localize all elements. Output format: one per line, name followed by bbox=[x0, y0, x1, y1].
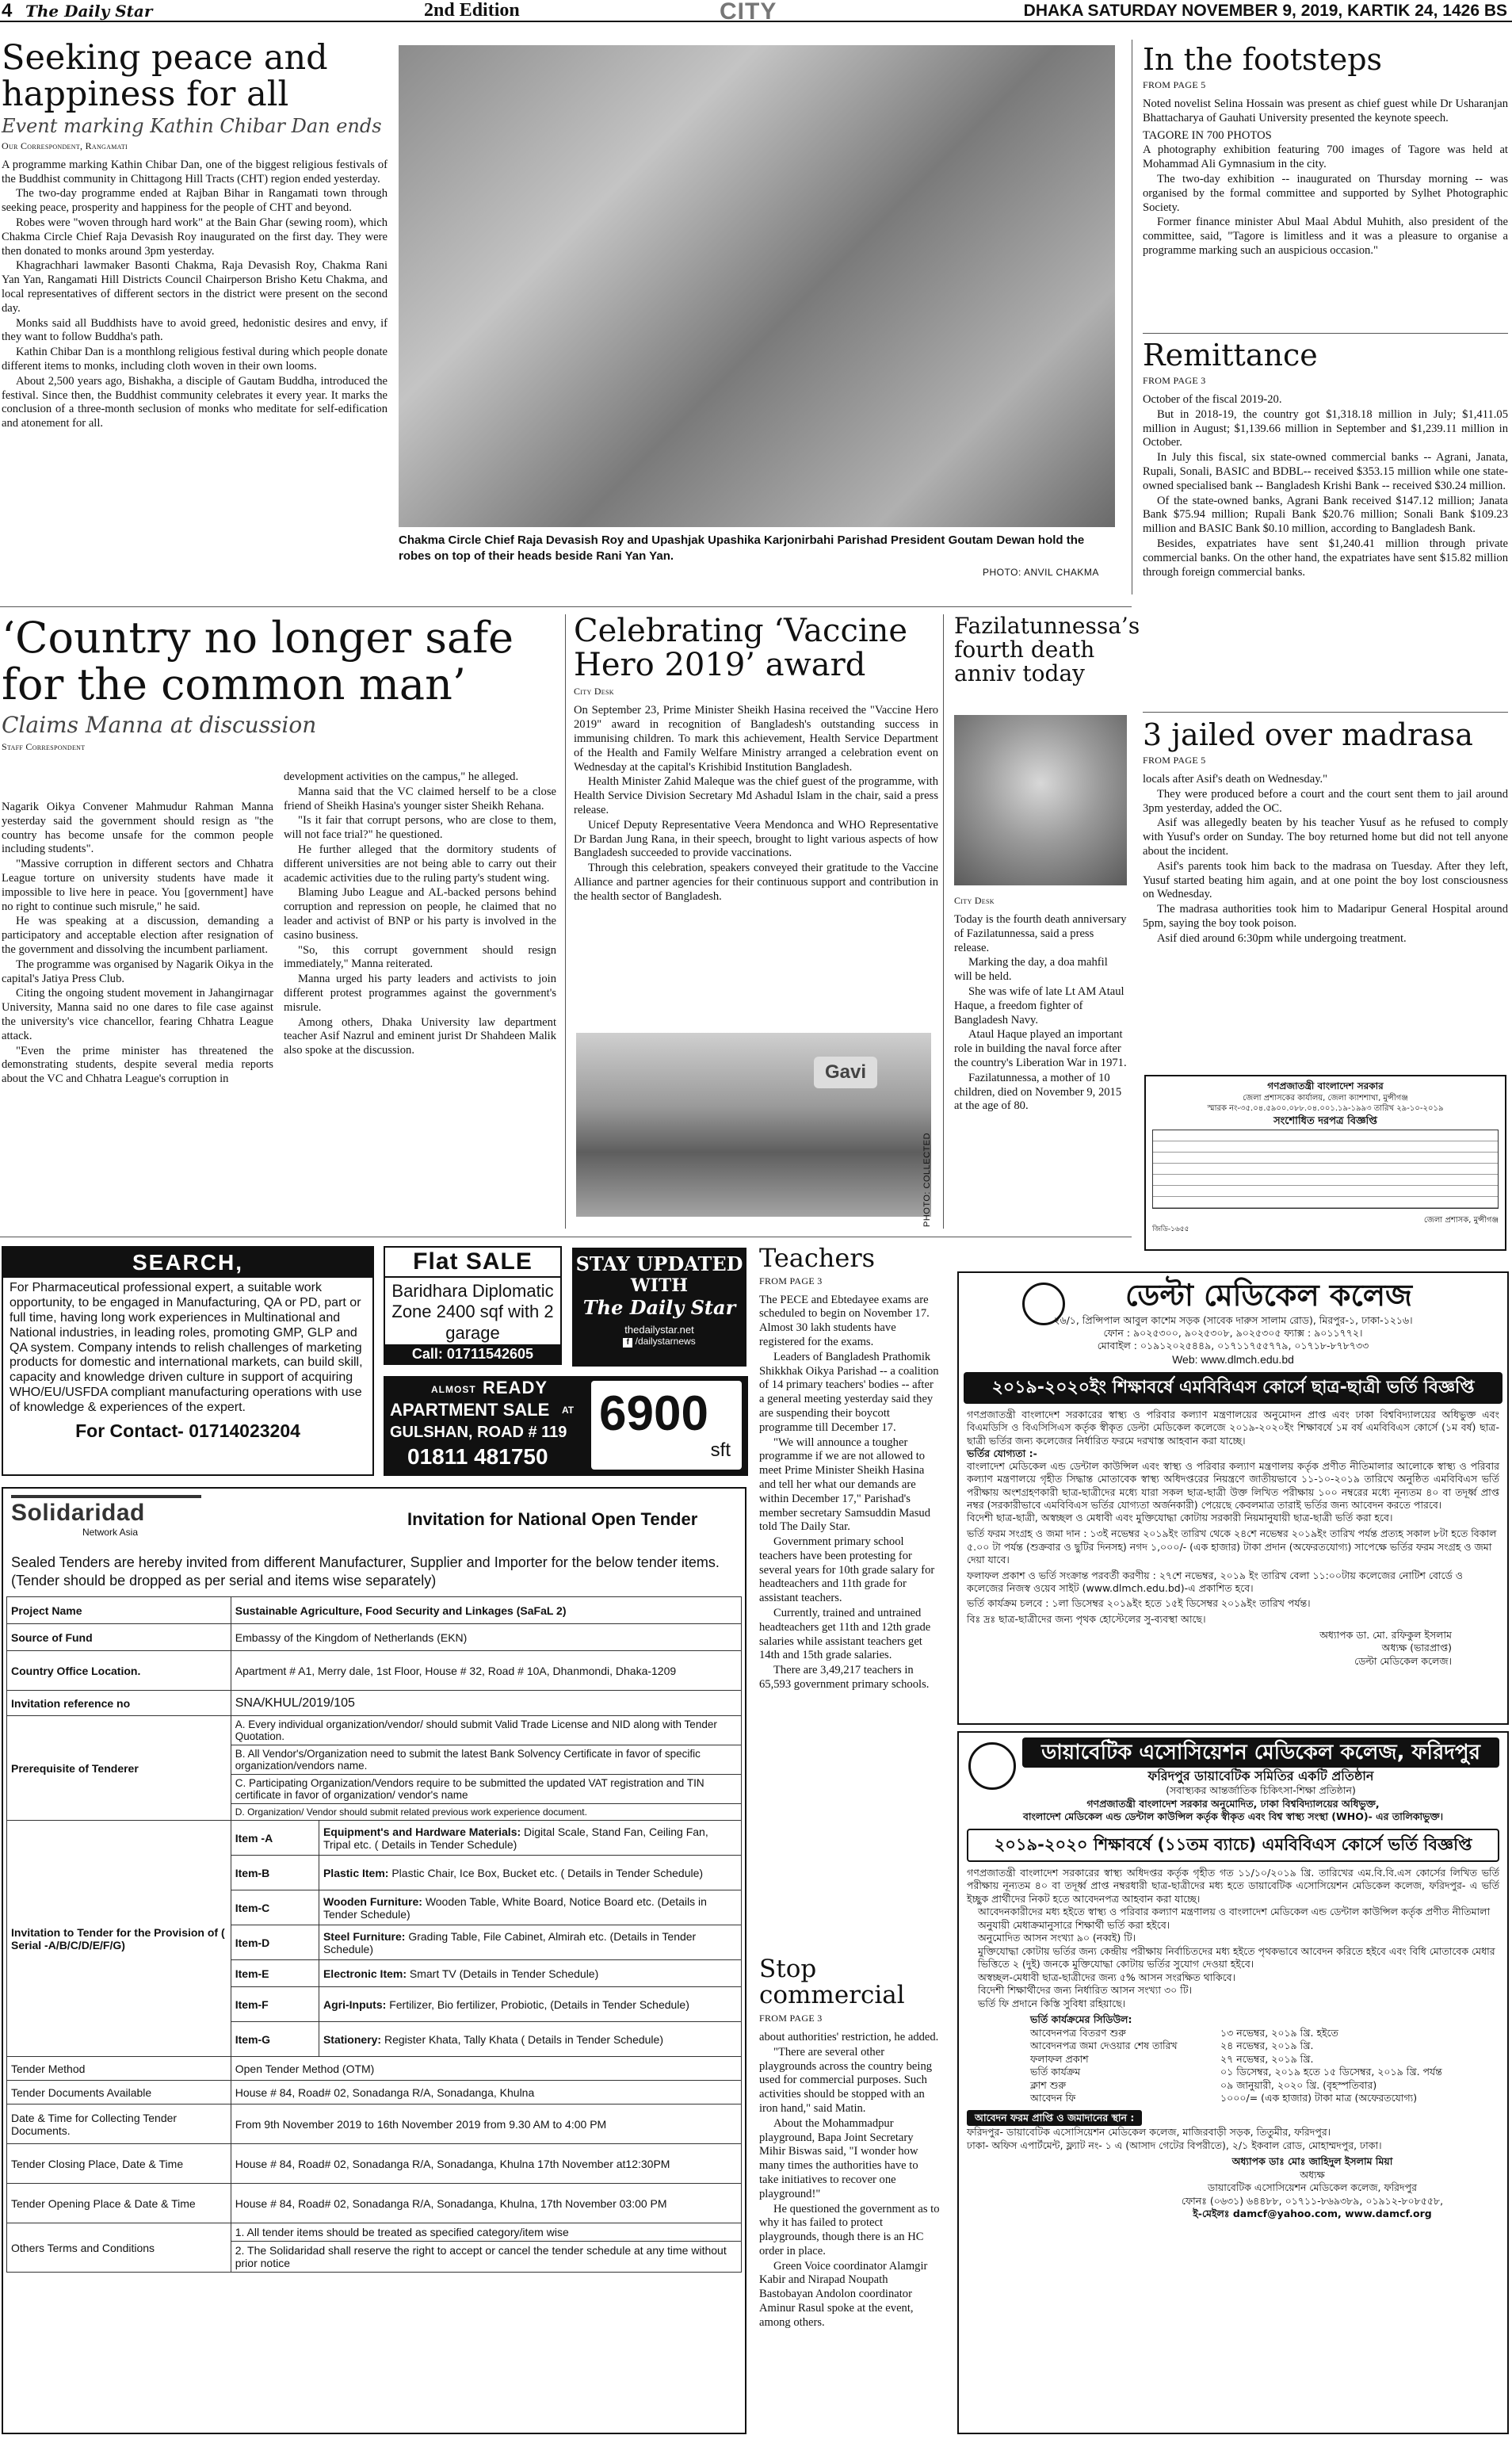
table-label: Tender Method bbox=[7, 2057, 231, 2081]
paragraph: TAGORE IN 700 PHOTOS bbox=[1143, 128, 1272, 142]
kathin-story bbox=[2, 40, 388, 432]
org-name: Solidaridad bbox=[11, 1495, 201, 1527]
jailed-story bbox=[1143, 719, 1508, 947]
diabetic-sign-org: ডায়াবেটিক এসোসিয়েশন মেডিকেল কলেজ, ফরিদপুর bbox=[1208, 2181, 1417, 2194]
table-value: House # 84, Road# 02, Sonadanga R/A, Sonadanga, Khulna 17th November at12:30PM bbox=[231, 2144, 741, 2184]
delta-dates: ভর্তি কার্যক্রম চলবে : ১লা ডিসেম্বর ২০১৯ইং হতে ১৫ই ডিসেম্বর ২০১৯ইং তারিখ পর্যন্ত। bbox=[967, 1596, 1311, 1609]
notice-ref: জিডি-১৬৫৫ bbox=[1152, 1225, 1189, 1234]
diabetic-sub3: গণপ্রজাতন্ত্রী বাংলাদেশ সরকার অনুমোদিত, ঢাকা বিশ্ববিদ্যালয়ের অধিভুক্ত, bbox=[1086, 1797, 1380, 1810]
paragraph: Besides, expatriates have sent $1,240.41 million through private commercial banks. On the other hand, the expatriates have sent $15.82 million through foreign commercial banks. bbox=[1143, 537, 1508, 579]
paragraph: "Even the prime minister has threatened the demonstrating students, despite several media reports about the VC and Chhatra League's corruption in bbox=[2, 1044, 273, 1086]
jailed-headline: 3 jailed over madrasa bbox=[1143, 717, 1473, 752]
remittance-headline: Remittance bbox=[1143, 338, 1318, 373]
paragraph: Former finance minister Abul Maal Abdul Muhith, also president of the committee, said, "Tagore is limitless and it was a pleasure to organise a programme marking such an auspicious occasion." bbox=[1143, 216, 1508, 257]
item-detail: Plastic Chair, Ice Box, Bucket etc. ( Details in Tender Schedule) bbox=[391, 1866, 704, 1879]
table-row bbox=[7, 1821, 742, 1856]
table-label: Prerequisite of Tenderer bbox=[7, 1716, 231, 1821]
table-label: Country Office Location. bbox=[7, 1651, 231, 1691]
remittance-from: FROM PAGE 3 bbox=[1143, 375, 1206, 387]
stop-headline: Stop commercial bbox=[759, 1955, 905, 2010]
item-detail: Digital Scale, Stand Fan, Ceiling Fan, Tripal etc. ( Details in Tender Schedule) bbox=[323, 1825, 708, 1851]
manna-col1 bbox=[2, 801, 273, 1088]
paragraph: About the Mohammadpur playground, Bapa Joint Secretary Mihir Biswas said, "I wonder how many times the authorities have to take initiatives to recover one playground!" bbox=[759, 2116, 918, 2200]
remittance-story bbox=[1143, 339, 1508, 580]
facebook-icon: f bbox=[623, 1338, 632, 1348]
item-code: Item-E bbox=[231, 1960, 319, 1987]
terms-list bbox=[231, 2223, 741, 2273]
delta-dates: ফলাফল প্রকাশ ও ভর্তি সংক্রান্ত পরবর্তী করণীয় : ২৭শে নভেম্বর, ২০১৯ ইং তারিখ বেলা ১১:০০টায় কলেজের নোটিশ বোর্ডে ও কলেজের নিজস্ব ওয়েব সাইট (www.dlmch.edu.bd)-এ প্রকাশিত হবে। bbox=[967, 1569, 1463, 1595]
schedule-row bbox=[1030, 2027, 1499, 2040]
diabetic-medical-ad bbox=[957, 1731, 1509, 2434]
diabetic-email: ই-মেইলঃ damcf@yahoo.com, www.damcf.org bbox=[1193, 2208, 1432, 2220]
delta-name: ডেল্টা মেডিকেল কলেজ bbox=[1124, 1278, 1413, 1313]
page-number: 4 bbox=[2, 0, 13, 21]
item-code: Item-C bbox=[231, 1890, 319, 1925]
apartment-ad-l3b: AT bbox=[562, 1405, 575, 1416]
faz-story bbox=[954, 613, 1140, 687]
flat-ad-call: Call: 01711542605 bbox=[385, 1344, 560, 1363]
paragraph: The programme was organised by Nagarik Oikya in the capital's Jatiya Press Club. bbox=[2, 958, 273, 985]
paragraph: Asif was allegedly beaten by his teacher Yusuf as he refused to comply with Yusuf's order on Sunday. The boy returned home but did not tell anyone about the incident. bbox=[1143, 816, 1508, 858]
manna-subhead: Claims Manna at discussion bbox=[2, 711, 317, 738]
delta-logo bbox=[1022, 1283, 1065, 1325]
table-label: Others Terms and Conditions bbox=[7, 2223, 231, 2273]
diabetic-form-place: ফরিদপুর- ডায়াবেটিক এসোসিয়েশন মেডিকেল কলেজ, মাজিরবাড়ী সড়ক, তিতুমীর, ফরিদপুর। bbox=[967, 2126, 1331, 2139]
dateline: DHAKA SATURDAY NOVEMBER 9, 2019, KARTIK 24, 1426 BS bbox=[1023, 2, 1507, 20]
table-label: Tender Opening Place & Date & Time bbox=[7, 2184, 231, 2223]
paragraph: "So, this corrupt government should resign immediately," Manna reiterated. bbox=[284, 943, 556, 971]
table-row bbox=[7, 2057, 742, 2081]
delta-sign-name: অধ্যাপক ডা. মো. রফিকুল ইসলাম bbox=[1319, 1629, 1452, 1642]
table-value: Sustainable Agriculture, Food Security and Linkages (SaFaL 2) bbox=[231, 1597, 741, 1624]
table-row bbox=[7, 1691, 742, 1716]
paragraph: development activities on the campus," he alleged. bbox=[284, 770, 519, 783]
paragraph: Robes were "woven through hard work" at the Bain Ghar (sewing room), which Chakma Circle Chief Raja Devasish Roy inaugurated on the first day. They were then donated to monks around 3pm yesterday. bbox=[2, 216, 388, 258]
diabetic-sign-phone: ফোনঃ (০৬৩১) ৬৪৪৮৮, ০১৭১১-৮৬৯৩৮৯, ০১৯১২-৮০৮৫৫৮, bbox=[1181, 2194, 1444, 2207]
diabetic-name: ডায়াবেটিক এসোসিয়েশন মেডিকেল কলেজ, ফরিদপুর bbox=[1022, 1738, 1499, 1768]
org-sub: Network Asia bbox=[82, 1527, 138, 1538]
paragraph: Green Voice coordinator Alamgir Kabir and Nirapad Noupath Bastobayan Andolon coordinator Aminur Rasul spoke at the event, among others. bbox=[759, 2259, 928, 2329]
jailed-body bbox=[1143, 773, 1508, 946]
diabetic-banner: ২০১৯-২০২০ শিক্ষাবর্ষে (১১তম ব্যাচে) এমবিবিএস কোর্সে ভর্তি বিজ্ঞপ্তি bbox=[967, 1829, 1499, 1862]
table-row bbox=[7, 2104, 742, 2144]
table-value: House # 84, Road# 02, Sonadanga R/A, Sonadanga, Khulna, 17th November 03:00 PM bbox=[231, 2184, 741, 2223]
manna-headline: ‘Country no longer safe for the common man’ bbox=[2, 613, 514, 710]
delta-elig-title: ভর্তির যোগ্যতা :- bbox=[967, 1447, 1037, 1459]
vaccine-body bbox=[574, 704, 938, 904]
diabetic-sub: ফরিদপুর ডায়াবেটিক সমিতির একটি প্রতিষ্ঠান bbox=[1147, 1768, 1374, 1784]
stay-social-handle: /dailystarnews bbox=[635, 1336, 696, 1347]
table-value: Apartment # A1, Merry dale, 1st Floor, House # 32, Road # 10A, Dhanmondi, Dhaka-1209 bbox=[231, 1651, 741, 1691]
apartment-ad-size: 6900 bbox=[599, 1386, 708, 1441]
paragraph: The madrasa authorities took him to Madaripur General Hospital around 5pm, saying the boy took poison. bbox=[1143, 903, 1508, 930]
terms-item: 1. All tender items should be treated as specified category/item wise bbox=[231, 2223, 741, 2242]
item-desc bbox=[319, 1987, 741, 2022]
faz-photo bbox=[954, 715, 1127, 885]
paragraph: Government primary school teachers have been protesting for several years for 10th grade salary for headteachers and 11th grade for assistant teachers. bbox=[759, 1535, 935, 1605]
apartment-ad-l2: READY bbox=[483, 1378, 548, 1397]
diabetic-form-place: ঢাকা- অফিস এপার্টমেন্ট, ফ্ল্যাট নং- ১ এ (আসাদ গেটের বিপরীতে), ২/১ ইকবাল রোড, মোহাম্মদপুর, ঢাকা। bbox=[967, 2139, 1382, 2151]
kathin-body bbox=[2, 159, 388, 431]
table-row bbox=[7, 2081, 742, 2104]
faz-headline: Fazilatunnessa’s fourth death anniv today bbox=[954, 613, 1140, 687]
schedule-row bbox=[1030, 2053, 1499, 2066]
paragraph: Asif's parents took him back to the madrasa on Tuesday. After they left, Yusuf started beating him again, and at one point the boy lost consciousness on Wednesday. bbox=[1143, 859, 1508, 901]
diabetic-intro: গণপ্রজাতন্ত্রী বাংলাদেশ সরকারের স্বাস্থ্য অধিদপ্তর কর্তৃক গৃহীত গত ১১/১০/২০১৯ খ্রি. তারিখের এম.বি.বি.এস কোর্সের লিখিত ভর্তি পরীক্ষায় নূন্যতম ৪০ বা তদূর্ধ্ব প্রাপ্ত নম্বরধারী ছাত্র-ছাত্রীদের মধ্য হতে ডায়াবেটিক এসোসিয়েশন মেডিকেল কলেজ, ফরিদপুর- এ ভর্তি ইচ্ছুক প্রার্থীদের নিকট হতে আবেদনপত্র আহবান করা যাচ্ছে। bbox=[967, 1866, 1499, 1905]
paragraph: Asif died around 6:30pm while undergoing treatment. bbox=[1157, 931, 1407, 945]
flat-ad-title: Flat SALE bbox=[385, 1248, 560, 1278]
notice-line: স্মারক নং-৩৫.০৪.৫৯০০.০৮৮.০৪.০০১.১৯-১৯৯৩ তারিখ ২৯-১০-২০১৯ bbox=[1207, 1103, 1444, 1113]
item-code: Item-G bbox=[231, 2022, 319, 2057]
schedule-val: ০১ ডিসেম্বর, ২০১৯ হতে ১৫ ডিসেম্বর, ২০১৯ খ্রি. পর্যন্ত bbox=[1220, 2066, 1442, 2078]
delta-mobile: মোবাইল : ০১৯১২০২৫৪৪৯, ০১৭১১৭৫৫৭৭৯, ০১৭১৮-৮৭৮৭৩৩ bbox=[1097, 1340, 1369, 1352]
table-value: SNA/KHUL/2019/105 bbox=[231, 1691, 741, 1716]
vaccine-headline: Celebrating ‘Vaccine Hero 2019’ award bbox=[574, 613, 908, 684]
teachers-from: FROM PAGE 3 bbox=[759, 1275, 823, 1286]
item-desc bbox=[319, 1925, 741, 1960]
paragraph: The PECE and Ebtedayee exams are scheduled to begin on November 17. Almost 30 lakh students have registered for the exams. bbox=[759, 1293, 930, 1348]
schedule-row bbox=[1030, 2040, 1499, 2053]
item-name: Equipment's and Hardware Materials: bbox=[323, 1825, 521, 1838]
paragraph: Citing the ongoing student movement in Jahangirnagar University, Manna said no one dares to file case against the university's vice chancellor, fearing Chhatra League attack. bbox=[2, 987, 273, 1042]
delta-intro: গণপ্রজাতন্ত্রী বাংলাদেশ সরকারের স্বাস্থ্য ও পরিবার কল্যাণ মন্ত্রণালয়ের অনুমোদন প্রাপ্ত এবং ঢাকা বিশ্ববিদ্যালয়ের অধিভুক্ত এবং বিএমডিসি ও বিএসিসিএস কর্তৃক স্বীকৃত ডেল্টা মেডিকেল কলেজে ২০১৯-২০২০ইং শিক্ষাবর্ষে ১ম বর্ষ এমবিবিএস কোর্সে (১ম বর্ষ) ছাত্র-ছাত্রী ভর্তির জন্য কলেজের নির্ধারিত ফরমে দরখাস্ত আহবান করা যাচ্ছে। bbox=[967, 1409, 1499, 1447]
faz-body bbox=[954, 913, 1127, 1114]
delta-sign-org: ডেল্টা মেডিকেল কলেজ। bbox=[1354, 1654, 1452, 1667]
kathin-headline: Seeking peace and happiness for all bbox=[2, 38, 328, 115]
item-code: Item -A bbox=[231, 1821, 319, 1856]
schedule-val: ১৩ নভেম্বর, ২০১৯ খ্রি. হইতে bbox=[1220, 2026, 1338, 2039]
diabetic-schedule bbox=[967, 2027, 1499, 2105]
paper-name: The Daily Star bbox=[25, 2, 153, 21]
kathin-photo-credit: PHOTO: ANVIL CHAKMA bbox=[983, 567, 1099, 578]
masthead bbox=[0, 0, 1512, 25]
diabetic-sign-title: অধ্যক্ষ bbox=[1300, 2168, 1325, 2181]
item-desc bbox=[319, 1821, 741, 1856]
paragraph: Khagrachhari lawmaker Basonti Chakma, Raja Devasish Roy, Chakma Rani Yan Yan, Rangamati Hill Districts Council Chairperson Brisho Ketu Chakma, and local representatives of different sectors in the district were present on the second day. bbox=[2, 259, 388, 315]
schedule-val: ০৯ জানুয়ারী, ২০২০ খ্রি. (বৃহস্পতিবার) bbox=[1220, 2078, 1377, 2091]
schedule-key: আবেদনপত্র বিতরণ শুরু bbox=[1030, 2026, 1126, 2039]
table-label: Date & Time for Collecting Tender Documents. bbox=[7, 2104, 231, 2144]
edition: 2nd Edition bbox=[424, 0, 520, 21]
notice-line: গণপ্রজাতন্ত্রী বাংলাদেশ সরকার bbox=[1267, 1080, 1384, 1091]
item-detail: Smart TV (Details in Tender Schedule) bbox=[409, 1967, 599, 1980]
vaccine-photo bbox=[576, 1033, 931, 1217]
delta-note: বিঃ দ্রঃ ছাত্র-ছাত্রীদের জন্য পৃথক হোস্টেলের সু-ব্যবস্থা আছে। bbox=[967, 1612, 1206, 1625]
apartment-size-box bbox=[591, 1381, 742, 1470]
paragraph: "Massive corruption in different sectors and Chhatra League torture on university students have made it impossible to live here in peace. You [government] have no right to continue such misrule," he said. bbox=[2, 858, 273, 913]
stay-line2: WITH bbox=[630, 1275, 689, 1296]
manna-story bbox=[2, 614, 561, 759]
teachers-headline: Teachers bbox=[759, 1243, 876, 1273]
paragraph: She was wife of late Lt AM Ataul Haque, a freedom fighter of Bangladesh Navy. bbox=[954, 984, 1124, 1026]
paragraph: Ataul Haque played an important role in building the naval force after the country's Liberation War in 1971. bbox=[954, 1028, 1127, 1069]
kathin-byline: Our Correspondent, Rangamati bbox=[2, 140, 128, 151]
table-row bbox=[7, 2144, 742, 2184]
paragraph: Today is the fourth death anniversary of Fazilatunnessa, said a press release. bbox=[954, 913, 1127, 954]
diabetic-cond: ভর্তি ফি প্রদানে কিস্তি সুবিধা রহিয়াছে। bbox=[978, 1997, 1126, 2009]
tender-title: Invitation for National Open Tender bbox=[407, 1509, 698, 1529]
paragraph: October of the fiscal 2019-20. bbox=[1143, 393, 1282, 407]
delta-banner: ২০১৯-২০২০ইং শিক্ষাবর্ষে এমবিবিএস কোর্সে ছাত্র-ছাত্রী ভর্তি বিজ্ঞপ্তি bbox=[964, 1372, 1502, 1405]
schedule-key: ভর্তি কার্যক্রম bbox=[1030, 2066, 1081, 2078]
paragraph: He questioned the government as to why it has failed to protect playgrounds, though there is an HC order in place. bbox=[759, 2202, 940, 2257]
paragraph: Fazilatunnessa, a mother of 10 children, died on November 9, 2015 at the age of 80. bbox=[954, 1071, 1122, 1113]
item-code: Item-D bbox=[231, 1925, 319, 1960]
schedule-row bbox=[1030, 2092, 1499, 2105]
paragraph: The two-day programme ended at Rajban Bihar in Rangamati town through seeking peace, prosperity and happiness for the people of CHT and beyond. bbox=[2, 187, 388, 215]
diabetic-cond: অনুমোদিত আসন সংখ্যা ৯০ (নব্বই) টি। bbox=[978, 1932, 1136, 1944]
schedule-key: আবেদন ফি bbox=[1030, 2092, 1076, 2104]
kathin-subhead: Event marking Kathin Chibar Dan ends bbox=[2, 114, 382, 137]
item-name: Plastic Item: bbox=[323, 1866, 389, 1879]
notice-signature: জেলা প্রশাসক, মুন্সীগঞ্জ bbox=[1423, 1216, 1499, 1225]
table-value: Embassy of the Kingdom of Netherlands (EKN) bbox=[231, 1624, 741, 1651]
flat-sale-ad bbox=[384, 1246, 562, 1365]
stop-story bbox=[759, 1956, 940, 2331]
footsteps-from: FROM PAGE 5 bbox=[1143, 79, 1206, 91]
table-value: From 9th November 2019 to 16th November 2019 from 9.30 AM to 4:00 PM bbox=[231, 2104, 741, 2144]
paragraph: locals after Asif's death on Wednesday." bbox=[1143, 773, 1328, 786]
diabetic-sched-title: ভর্তি কার্যক্রমের সিডিউল: bbox=[1030, 2013, 1132, 2026]
schedule-row bbox=[1030, 2066, 1499, 2079]
vaccine-byline: City Desk bbox=[574, 686, 614, 698]
paragraph: Unicef Deputy Representative Veera Mendonca and WHO Representative Dr Bardan Jung Rana, in their speech, brought to light various aspects of how Bangladesh succeeded to provide vaccinations. bbox=[574, 818, 938, 860]
prereq-item: B. All Vendor's/Organization need to submit the latest Bank Solvency Certificate in favor of specific organization/vendors name. bbox=[231, 1745, 741, 1775]
delta-phone: ফোন : ৯০২৫৩০০, ৯০২৫৩০৮, ৯০২৫৩০৫ ফ্যাক্স : ৯০১১৭৭২। bbox=[1103, 1326, 1363, 1339]
table-row bbox=[7, 1597, 742, 1624]
manna-col2 bbox=[284, 770, 556, 1059]
item-name: Agri-Inputs: bbox=[323, 1997, 387, 2011]
manna-byline: Staff Correspondent bbox=[2, 740, 86, 752]
vaccine-story bbox=[574, 614, 938, 905]
delta-dates: ভর্তি ফরম সংগ্রহ ও জমা দান : ১৩ই নভেম্বর ২০১৯ইং তারিখ থেকে ২৪শে নভেম্বর ২০১৯ইং তারিখ পর্যন্ত প্রত্যহ সকাল ৮টা হতে বিকাল ৫.০০ টা পর্যন্ত (শুক্রবার ও ছুটির দিনসহ) নগদ ১,০০০/- (এক হাজার) টাকা প্রদান (অফেরতযোগ্য) সাপেক্ষে ভর্তির ফরম সংগ্রহ ও জমা দেয়া যাবে। bbox=[967, 1527, 1497, 1565]
jailed-from: FROM PAGE 5 bbox=[1143, 755, 1206, 766]
schedule-val: ২৪ নভেম্বর, ২০১৯ খ্রি. bbox=[1220, 2040, 1314, 2052]
table-row bbox=[7, 2223, 742, 2273]
schedule-key: আবেদনপত্র জমা দেওয়ার শেষ তারিখ bbox=[1030, 2040, 1178, 2052]
paragraph: But in 2018-19, the country got $1,318.18 million in July; $1,411.05 million in August; $1,139.66 million in September and $1,239.11 million in October. bbox=[1143, 407, 1508, 449]
paragraph: Nagarik Oikya Convener Mahmudur Rahman Manna yesterday said the government should resign as "the country has become unsafe for the common people including students". bbox=[2, 801, 273, 856]
paragraph: "Is it fair that corrupt persons, who are close to them, will not face trial?" he questioned. bbox=[284, 814, 556, 842]
paragraph: Monks said all Buddhists have to avoid greed, hedonistic desires and envy, if they want to follow Buddha's path. bbox=[2, 316, 388, 344]
paragraph: Currently, trained and untrained headteachers get 11th and 12th grade salaries while assistant teachers get 14th and 15th grade salaries. bbox=[759, 1607, 931, 1662]
paragraph: Kathin Chibar Dan is a monthlong religious festival during which people donate different items to monks, including cloth woven in their own looms. bbox=[2, 346, 388, 373]
table-value: House # 84, Road# 02, Sonadanga R/A, Sonadanga, Khulna bbox=[231, 2081, 741, 2104]
search-ad-contact: For Contact- 01714023204 bbox=[75, 1420, 300, 1441]
stop-from: FROM PAGE 3 bbox=[759, 2012, 823, 2024]
search-ad-body: For Pharmaceutical professional expert, a suitable work opportunity, to be engaged in Manufacturing, QA or PD, part or full time, having long work experiences in Multinational and National industries, in leading roles, promoting GMP, GLP and QA system. Company intends to relish challenges of marketing products for domestic and international markets, can build skill, capacity and knowledge driven culture in support of acquiring WHO/EU/USFDA compliant manufacturing operations with use of knowledge & experiences of the expert. bbox=[10, 1281, 363, 1414]
gavi-banner: Gavi bbox=[814, 1057, 877, 1088]
stay-updated-ad bbox=[572, 1248, 746, 1367]
item-desc bbox=[319, 2022, 741, 2057]
search-ad bbox=[2, 1246, 374, 1476]
diabetic-sign bbox=[1125, 2155, 1499, 2221]
solidaridad-logo bbox=[11, 1495, 201, 1543]
paragraph: Through this celebration, speakers conveyed their gratitude to the Vaccine Alliance and partner agencies for their continuous support and contribution in the health sector of Bangladesh. bbox=[574, 862, 938, 903]
stay-social bbox=[572, 1336, 746, 1348]
flat-ad-body: Baridhara Diplomatic Zone 2400 sqf with 2 garage bbox=[391, 1281, 554, 1343]
table-label: Invitation to Tender for the Provision of ( Serial -A/B/C/D/E/F/G) bbox=[7, 1821, 231, 2057]
paragraph: They were produced before a court and the court sent them to jail around 3pm yesterday, added the OC. bbox=[1143, 787, 1508, 815]
item-code: Item-F bbox=[231, 1987, 319, 2022]
paragraph: "There are several other playgrounds across the country being used for commercial purposes. Such activities should be stopped with an iron hand," said Matin. bbox=[759, 2045, 933, 2115]
item-name: Wooden Furniture: bbox=[323, 1894, 422, 1908]
paragraph: In July this fiscal, six state-owned commercial banks -- Agrani, Janata, Rupali, Sonali, BASIC and BDBL-- received $353.15 million while one state-owned specialised bank -- Bangladesh Krishi Bank -- received $30.24 million. bbox=[1143, 451, 1508, 492]
kathin-photo bbox=[399, 45, 1115, 527]
paragraph: On September 23, Prime Minister Sheikh Hasina received the "Vaccine Hero 2019" award in recognition of Bangladesh's outstanding success in immunising children. To mark this achievement, Health Service Department of the Health and Family Welfare Ministry arranged a celebration event on Wednesday at the capital's Krishibid Institution Bangladesh. bbox=[574, 704, 938, 774]
footsteps-story bbox=[1143, 44, 1508, 259]
paragraph: Marking the day, a doa mahfil will be held. bbox=[954, 956, 1108, 984]
item-code: Item-B bbox=[231, 1856, 319, 1890]
notice-table bbox=[1152, 1130, 1499, 1209]
item-name: Electronic Item: bbox=[323, 1967, 407, 1980]
kathin-caption: Chakma Circle Chief Raja Devasish Roy and Upashjak Upashika Karjonirbahi Parishad President Goutam Dewan hold the robes on top of their heads beside Rani Yan Yan. bbox=[399, 533, 1085, 563]
apartment-ad-unit: sft bbox=[710, 1439, 731, 1461]
table-label: Project Name bbox=[7, 1597, 231, 1624]
paragraph: He was speaking at a discussion, demanding a participatory and acceptable election after resignation of the government and dissolving the incumbent parliament. bbox=[2, 915, 273, 956]
paragraph: Noted novelist Selina Hossain was present as chief guest while Dr Usharanjan Bhattacharya of Gauhati University presented the keynote speech. bbox=[1143, 97, 1508, 124]
item-detail: Register Khata, Tally Khata ( Details in Tender Schedule) bbox=[384, 2032, 663, 2046]
table-row bbox=[7, 1624, 742, 1651]
footsteps-body bbox=[1143, 97, 1508, 258]
delta-address: ২৬/১, প্রিন্সিপাল আবুল কাশেম সড়ক (সাবেক দারুস সালাম রোড), মিরপুর-১, ঢাকা-১২১৬। bbox=[1053, 1313, 1413, 1326]
paragraph: Manna said that the VC claimed herself to be a close friend of Sheikh Hasina's younger sister Sheikh Rehana. bbox=[284, 785, 556, 812]
item-detail: Grading Table, File Cabinet, Almirah etc. (Details in Tender Schedule) bbox=[323, 1929, 697, 1955]
apartment-ad-phone: 01811 481750 bbox=[407, 1444, 548, 1469]
tender-intro: Sealed Tenders are hereby invited from different Manufacturer, Supplier and Importer for the below tender items. (Tender should be dropped as per serial and items wise separately) bbox=[11, 1554, 720, 1589]
apartment-ad bbox=[384, 1376, 748, 1476]
apartment-ad-l4: GULSHAN, ROAD # 119 bbox=[390, 1424, 567, 1441]
faz-body-wrap bbox=[954, 892, 1127, 1114]
table-label: Source of Fund bbox=[7, 1624, 231, 1651]
apartment-ad-l1: ALMOST bbox=[431, 1384, 476, 1395]
apartment-ad-l3: APARTMENT SALE bbox=[390, 1400, 550, 1420]
prereq-item: C. Participating Organization/Vendors require to be submitted the updated VAT registration and TIN certificate in favor of organization/ vendor's name bbox=[231, 1775, 741, 1804]
stay-brand: The Daily Star bbox=[582, 1296, 736, 1319]
delta-elig-item: বিদেশী ছাত্র-ছাত্রী, অস্বচ্ছল ও মেধাবী এবং মুক্তিযোদ্ধা কোটায় সরকারী নিয়মানুযায়ী ছাত্র-ছাত্রী ভর্তি করা হবে। bbox=[967, 1512, 1393, 1524]
faz-byline: City Desk bbox=[954, 895, 995, 906]
diabetic-cond: অস্বচ্ছল-মেধাবী ছাত্র-ছাত্রীদের জন্য ৫% আসন সংরক্ষিত থাকিবে। bbox=[978, 1971, 1236, 1983]
diabetic-form-title: আবেদন ফরম প্রাপ্তি ও জমাদানের স্থান : bbox=[967, 2110, 1142, 2127]
notice-title: সংশোধিত দরপত্র বিজ্ঞপ্তি bbox=[1273, 1114, 1377, 1127]
table-value: Open Tender Method (OTM) bbox=[231, 2057, 741, 2081]
table-row bbox=[7, 2184, 742, 2223]
diabetic-sub2: (সবাস্থ্যকর আন্তর্জাতিক চিকিৎসা-শিক্ষা প্রতিষ্ঠান) bbox=[1166, 1784, 1356, 1797]
diabetic-logo bbox=[968, 1742, 1016, 1790]
prereq-item: D. Organization/ Vendor should submit related previous work experience document. bbox=[235, 1806, 587, 1818]
terms-item: 2. The Solidaridad shall reserve the right to accept or cancel the tender schedule at any time without prior notice bbox=[235, 2244, 727, 2269]
paragraph: Of the state-owned banks, Agrani Bank received $147.12 million; Janata Bank $75.94 million; Rupali Bank $20.76 million; Sonali Bank $109.23 million and BASIC Bank $0.10 million, according to Bangladesh Bank. bbox=[1143, 494, 1508, 536]
stop-body bbox=[759, 2031, 940, 2330]
paragraph: About 2,500 years ago, Bishakha, a disciple of Gautam Buddha, introduced the festival. Since then, the Buddhist community celebrates it every year. It marks the conclusion of a three-month seclusion of monks who meditate for self-edification and atonement for all. bbox=[2, 374, 388, 430]
delta-sign bbox=[967, 1629, 1452, 1668]
paragraph: Blaming Jubo League and AL-backed persons behind corruption and repression on people, he claimed that no leader and activist of BNP or his party is involved in the casino business. bbox=[284, 886, 556, 942]
item-name: Stationery: bbox=[323, 2032, 382, 2046]
footsteps-headline: In the footsteps bbox=[1143, 42, 1383, 77]
diabetic-sub4: বাংলাদেশ মেডিকেল এন্ড ডেন্টাল কাউন্সিল কর্তৃক স্বীকৃত এবং বিশ্ব স্বাস্থ্য সংস্থা (WHO)- এর তালিকাভুক্ত। bbox=[1022, 1810, 1444, 1823]
teachers-body bbox=[759, 1294, 940, 1692]
table-label: Tender Documents Available bbox=[7, 2081, 231, 2104]
remittance-body bbox=[1143, 393, 1508, 579]
schedule-val: ১০০০/= (এক হাজার) টাকা মাত্র (অফেরতযোগ্য) bbox=[1220, 2092, 1418, 2104]
gov-tender-notice bbox=[1144, 1075, 1506, 1251]
schedule-val: ২৭ নভেম্বর, ২০১৯ খ্রি. bbox=[1220, 2052, 1314, 2065]
table-label: Tender Closing Place, Date & Time bbox=[7, 2144, 231, 2184]
item-desc bbox=[319, 1890, 741, 1925]
item-name: Steel Furniture: bbox=[323, 1929, 406, 1943]
diabetic-sign-name: অধ্যাপক ডাঃ মোঃ জাহিদুল ইসলাম মিয়া bbox=[1231, 2155, 1393, 2168]
vaccine-photo-credit: PHOTO: COLLECTED bbox=[922, 1132, 932, 1227]
schedule-row bbox=[1030, 2079, 1499, 2093]
notice-line: জেলা প্রশাসকের কার্যালয়, জেলা ক্যাশশাখা, মুন্সীগঞ্জ bbox=[1243, 1093, 1408, 1103]
item-detail: Wooden Table, White Board, Notice Board etc. (Details in Tender Schedule) bbox=[323, 1894, 707, 1921]
search-ad-title: SEARCH, bbox=[3, 1248, 372, 1278]
schedule-key: ফলাফল প্রকাশ bbox=[1030, 2052, 1089, 2065]
tender-ad bbox=[2, 1487, 746, 2434]
paragraph: Among others, Dhaka University law department teacher Asif Nazrul and eminent jurist Dr Shahdeen Malik also spoke at the discussion. bbox=[284, 1015, 556, 1057]
paragraph: A photography exhibition featuring 700 images of Tagore was held at Mohammad Ali Gymnasium in the city. bbox=[1143, 143, 1508, 171]
item-desc bbox=[319, 1960, 741, 1987]
item-detail: Fertilizer, Bio fertilizer, Probiotic, (Details in Tender Schedule) bbox=[389, 1997, 689, 2011]
stay-line1: STAY UPDATED bbox=[575, 1252, 743, 1275]
paragraph: He further alleged that the dormitory students of different universities are not being able to carry out their academic activities due to the ruling party's student wing. bbox=[284, 843, 556, 885]
paragraph: The two-day exhibition -- inaugurated on Thursday morning -- was organised by the formal committee and supported by Sylhet Photographic Society. bbox=[1143, 173, 1508, 214]
delta-web: Web: www.dlmch.edu.bd bbox=[1172, 1353, 1294, 1367]
teachers-story bbox=[759, 1244, 940, 1693]
table-row bbox=[7, 1716, 742, 1821]
paragraph: Leaders of Bangladesh Prathomik Shikkhak Oikya Parishad -- a coalition of 14 primary teachers' bodies -- after a general meeting yesterday said they are suspending their boycott programme till December 17. bbox=[759, 1350, 939, 1434]
diabetic-cond: বিদেশী শিক্ষার্থীদের জন্য নির্ধারিত আসন সংখ্যা ৩০ টি। bbox=[978, 1984, 1193, 1997]
section-name: CITY bbox=[720, 0, 777, 25]
paragraph: There are 3,49,217 teachers in 65,593 government primary schools. bbox=[759, 1664, 930, 1692]
item-desc bbox=[319, 1856, 741, 1890]
diabetic-cond: আবেদনকারীদের মধ্য হইতে স্বাস্থ্য ও পরিবার কল্যাণ মন্ত্রণালয় ও বাংলাদেশ মেডিকেল এন্ড ডেন্টাল কাউন্সিল কর্তৃক প্রণীত নীতিমালা অনুযায়ী মেধাক্রমানুসারে শিক্ষার্থী ভর্তি করা হইবে। bbox=[978, 1906, 1491, 1931]
schedule-key: ক্লাশ শুরু bbox=[1030, 2078, 1067, 2091]
tender-table bbox=[6, 1596, 742, 2273]
prereq-list bbox=[231, 1716, 741, 1821]
paragraph: "We will announce a tougher programme if we are not allowed to meet Prime Minister Sheikh Hasina and tell her what our demands are within December 17," Parishad's member secretary Samsuddin Masud told The Daily Star. bbox=[759, 1435, 931, 1534]
prereq-item: A. Every individual organization/vendor/ should submit Valid Trade License and NID along with Tender Quotation. bbox=[231, 1716, 741, 1745]
stay-web: thedailystar.net bbox=[624, 1324, 694, 1336]
paragraph: Health Minister Zahid Maleque was the chief guest of the programme, with Health Service Division Secretary Md Ashadul Islam in the chair, said a press release. bbox=[574, 775, 938, 816]
delta-sign-title: অধ্যক্ষ (ভারপ্রাপ্ত) bbox=[1381, 1642, 1452, 1654]
delta-medical-ad bbox=[957, 1271, 1509, 1725]
paragraph: A programme marking Kathin Chibar Dan, one of the biggest religious festivals of the Buddhist community in Chittagong Hill Tracts (CHT) region ended yesterday. bbox=[2, 158, 388, 185]
table-label: Invitation reference no bbox=[7, 1691, 231, 1716]
diabetic-cond: মুক্তিযোদ্ধা কোটায় ভর্তির জন্য কেন্দ্রীয় পরীক্ষায় নির্বাচিতদের মধ্য হইতে পৃথকভাবে আবেদন করিতে হইবে এবং বিধি মোতাবেক মেধার ভিত্তিতে ২ (দুই) জনকে মুক্তিযোদ্ধা কোটায় ভর্তির সুযোগ দেওয়া হইবে। bbox=[978, 1944, 1495, 1971]
table-row bbox=[7, 1651, 742, 1691]
paragraph: Manna urged his party leaders and activists to join different protest programmes against the government's misrule. bbox=[284, 973, 556, 1014]
paragraph: about authorities' restriction, he added. bbox=[759, 2030, 939, 2043]
delta-elig-item: বাংলাদেশ মেডিকেল এন্ড ডেন্টাল কাউন্সিল এবং স্বাস্থ্য ও পরিবার কল্যাণ মন্ত্রণালয় কর্তৃক প্রণীত নীতিমালার আলোকে স্বাস্থ্য ও পরিবার কল্যাণ মন্ত্রণালয়ে গৃহীত সিদ্ধান্ত মোতাবেক স্বাস্থ্য অধিদপ্তরের নিয়ন্ত্রণে জাতীয়ভাবে ১১-১০-২০১৯ তারিখে অনুষ্ঠিত এমবিবিএস ভর্তি পরীক্ষায় অংশগ্রহণকারী ছাত্র-ছাত্রীদের মধ্যে যারা সকল ছাত্র-ছাত্রী উক্ত লিখিত পরীক্ষায় ১০০ নম্বরের মধ্যে নূন্যতম ৪০ বা তদূর্ধ্ব প্রাপ্ত নম্বর (সরকারীভাবে এমবিবিএস ভর্তির যোগ্যতা অর্জনকারী) পেয়েছে কেবলমাত্র তারাই ভর্তির জন্য আবেদন করতে পারবে। bbox=[967, 1460, 1499, 1511]
